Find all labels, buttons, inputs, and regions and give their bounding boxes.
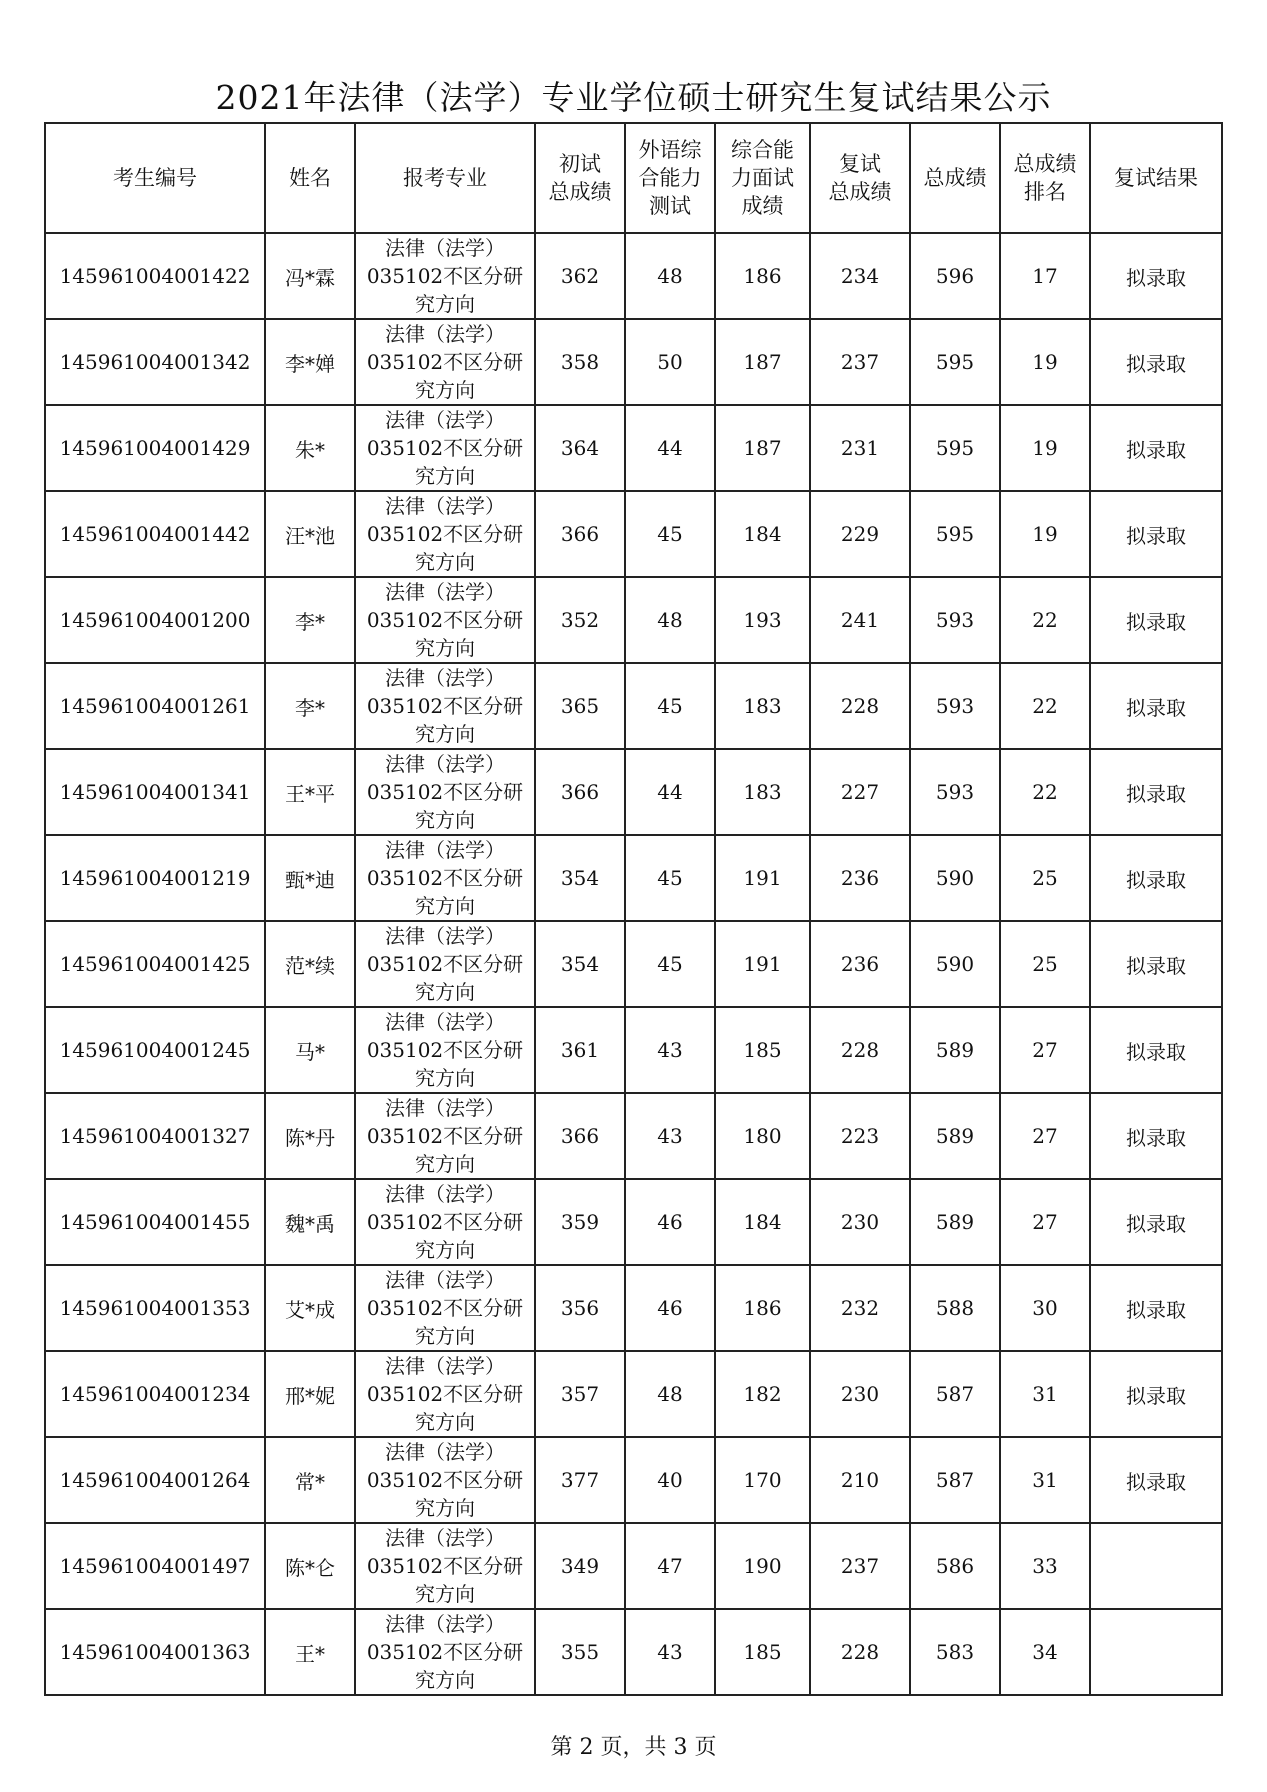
cell-major: 法律（法学） 035102不区分研 究方向	[355, 1351, 535, 1437]
cell-interview-score: 191	[715, 835, 810, 921]
cell-interview-score: 187	[715, 405, 810, 491]
cell-rank: 22	[1000, 749, 1090, 835]
result-table	[44, 122, 1223, 1696]
cell-retest-result: 拟录取	[1090, 749, 1222, 835]
header-retest-score: 复试 总成绩	[810, 123, 910, 233]
cell-candidate-id: 145961004001455	[45, 1179, 265, 1265]
cell-name: 常*	[265, 1437, 355, 1523]
cell-interview-score: 183	[715, 749, 810, 835]
cell-total-score: 590	[910, 921, 1000, 1007]
cell-retest-score: 227	[810, 749, 910, 835]
cell-candidate-id: 145961004001425	[45, 921, 265, 1007]
cell-candidate-id: 145961004001342	[45, 319, 265, 405]
cell-rank: 22	[1000, 577, 1090, 663]
table-row	[45, 835, 1222, 921]
cell-total-score: 595	[910, 491, 1000, 577]
cell-prelim-score: 364	[535, 405, 625, 491]
cell-language-test: 45	[625, 491, 715, 577]
cell-language-test: 45	[625, 835, 715, 921]
cell-prelim-score: 366	[535, 491, 625, 577]
cell-interview-score: 191	[715, 921, 810, 1007]
cell-rank: 27	[1000, 1093, 1090, 1179]
cell-prelim-score: 359	[535, 1179, 625, 1265]
cell-major: 法律（法学） 035102不区分研 究方向	[355, 1523, 535, 1609]
header-candidate-id: 考生编号	[45, 123, 265, 233]
cell-rank: 25	[1000, 835, 1090, 921]
cell-interview-score: 182	[715, 1351, 810, 1437]
page-title: 2021年法律（法学）专业学位硕士研究生复试结果公示	[215, 78, 1052, 117]
cell-retest-score: 237	[810, 1523, 910, 1609]
cell-language-test: 46	[625, 1265, 715, 1351]
cell-retest-score: 236	[810, 921, 910, 1007]
cell-name: 陈*丹	[265, 1093, 355, 1179]
cell-prelim-score: 358	[535, 319, 625, 405]
cell-rank: 31	[1000, 1437, 1090, 1523]
cell-name: 李*	[265, 577, 355, 663]
cell-interview-score: 183	[715, 663, 810, 749]
cell-prelim-score: 354	[535, 835, 625, 921]
cell-language-test: 48	[625, 577, 715, 663]
cell-prelim-score: 352	[535, 577, 625, 663]
cell-prelim-score: 365	[535, 663, 625, 749]
cell-major: 法律（法学） 035102不区分研 究方向	[355, 233, 535, 319]
cell-candidate-id: 145961004001245	[45, 1007, 265, 1093]
cell-retest-score: 229	[810, 491, 910, 577]
cell-total-score: 587	[910, 1437, 1000, 1523]
table-row	[45, 319, 1222, 405]
cell-prelim-score: 356	[535, 1265, 625, 1351]
cell-rank: 30	[1000, 1265, 1090, 1351]
cell-retest-score: 228	[810, 1609, 910, 1695]
cell-name: 王*平	[265, 749, 355, 835]
cell-name: 汪*池	[265, 491, 355, 577]
cell-major: 法律（法学） 035102不区分研 究方向	[355, 749, 535, 835]
cell-prelim-score: 357	[535, 1351, 625, 1437]
cell-candidate-id: 145961004001261	[45, 663, 265, 749]
cell-candidate-id: 145961004001234	[45, 1351, 265, 1437]
cell-candidate-id: 145961004001219	[45, 835, 265, 921]
table-row	[45, 1609, 1222, 1695]
cell-retest-score: 228	[810, 663, 910, 749]
cell-prelim-score: 377	[535, 1437, 625, 1523]
cell-major: 法律（法学） 035102不区分研 究方向	[355, 663, 535, 749]
cell-interview-score: 184	[715, 1179, 810, 1265]
header-interview-score: 综合能 力面试 成绩	[715, 123, 810, 233]
table-row	[45, 1179, 1222, 1265]
cell-name: 冯*霖	[265, 233, 355, 319]
cell-prelim-score: 361	[535, 1007, 625, 1093]
cell-language-test: 44	[625, 405, 715, 491]
table-row	[45, 1007, 1222, 1093]
cell-retest-result	[1090, 1609, 1222, 1695]
cell-retest-result: 拟录取	[1090, 1437, 1222, 1523]
cell-rank: 27	[1000, 1179, 1090, 1265]
cell-major: 法律（法学） 035102不区分研 究方向	[355, 1093, 535, 1179]
cell-interview-score: 170	[715, 1437, 810, 1523]
cell-candidate-id: 145961004001429	[45, 405, 265, 491]
cell-candidate-id: 145961004001442	[45, 491, 265, 577]
cell-retest-result: 拟录取	[1090, 663, 1222, 749]
cell-language-test: 50	[625, 319, 715, 405]
cell-retest-result: 拟录取	[1090, 921, 1222, 1007]
cell-total-score: 595	[910, 405, 1000, 491]
cell-prelim-score: 355	[535, 1609, 625, 1695]
cell-retest-score: 228	[810, 1007, 910, 1093]
cell-major: 法律（法学） 035102不区分研 究方向	[355, 1007, 535, 1093]
cell-retest-result: 拟录取	[1090, 835, 1222, 921]
cell-retest-score: 237	[810, 319, 910, 405]
cell-name: 朱*	[265, 405, 355, 491]
cell-total-score: 589	[910, 1093, 1000, 1179]
cell-retest-result: 拟录取	[1090, 405, 1222, 491]
cell-retest-result: 拟录取	[1090, 233, 1222, 319]
cell-retest-score: 223	[810, 1093, 910, 1179]
cell-language-test: 44	[625, 749, 715, 835]
table-row	[45, 1437, 1222, 1523]
table-row	[45, 663, 1222, 749]
cell-retest-score: 231	[810, 405, 910, 491]
cell-total-score: 593	[910, 577, 1000, 663]
cell-prelim-score: 349	[535, 1523, 625, 1609]
table-row	[45, 1351, 1222, 1437]
cell-retest-result: 拟录取	[1090, 1007, 1222, 1093]
cell-name: 王*	[265, 1609, 355, 1695]
cell-rank: 22	[1000, 663, 1090, 749]
cell-rank: 27	[1000, 1007, 1090, 1093]
cell-retest-result: 拟录取	[1090, 577, 1222, 663]
cell-language-test: 48	[625, 1351, 715, 1437]
cell-interview-score: 187	[715, 319, 810, 405]
cell-language-test: 43	[625, 1007, 715, 1093]
page-footer: 第 2 页，共 3 页	[550, 1735, 717, 1760]
cell-language-test: 45	[625, 921, 715, 1007]
cell-candidate-id: 145961004001264	[45, 1437, 265, 1523]
cell-major: 法律（法学） 035102不区分研 究方向	[355, 1437, 535, 1523]
cell-candidate-id: 145961004001422	[45, 233, 265, 319]
cell-language-test: 46	[625, 1179, 715, 1265]
header-language-test: 外语综 合能力 测试	[625, 123, 715, 233]
cell-retest-score: 234	[810, 233, 910, 319]
cell-total-score: 596	[910, 233, 1000, 319]
cell-retest-result: 拟录取	[1090, 491, 1222, 577]
cell-language-test: 43	[625, 1609, 715, 1695]
cell-retest-result	[1090, 1523, 1222, 1609]
cell-interview-score: 190	[715, 1523, 810, 1609]
cell-language-test: 47	[625, 1523, 715, 1609]
cell-candidate-id: 145961004001327	[45, 1093, 265, 1179]
cell-rank: 25	[1000, 921, 1090, 1007]
cell-total-score: 588	[910, 1265, 1000, 1351]
cell-prelim-score: 366	[535, 1093, 625, 1179]
cell-rank: 19	[1000, 319, 1090, 405]
cell-candidate-id: 145961004001200	[45, 577, 265, 663]
cell-total-score: 593	[910, 663, 1000, 749]
cell-interview-score: 180	[715, 1093, 810, 1179]
cell-rank: 31	[1000, 1351, 1090, 1437]
cell-name: 陈*仑	[265, 1523, 355, 1609]
cell-total-score: 589	[910, 1007, 1000, 1093]
header-prelim-score: 初试 总成绩	[535, 123, 625, 233]
cell-major: 法律（法学） 035102不区分研 究方向	[355, 835, 535, 921]
cell-retest-score: 210	[810, 1437, 910, 1523]
cell-major: 法律（法学） 035102不区分研 究方向	[355, 319, 535, 405]
cell-total-score: 590	[910, 835, 1000, 921]
cell-language-test: 45	[625, 663, 715, 749]
cell-rank: 19	[1000, 491, 1090, 577]
cell-retest-score: 230	[810, 1179, 910, 1265]
cell-retest-result: 拟录取	[1090, 1265, 1222, 1351]
cell-retest-result: 拟录取	[1090, 1179, 1222, 1265]
cell-retest-result: 拟录取	[1090, 319, 1222, 405]
cell-total-score: 593	[910, 749, 1000, 835]
cell-rank: 33	[1000, 1523, 1090, 1609]
cell-candidate-id: 145961004001363	[45, 1609, 265, 1695]
cell-total-score: 586	[910, 1523, 1000, 1609]
cell-name: 李*	[265, 663, 355, 749]
cell-total-score: 587	[910, 1351, 1000, 1437]
cell-prelim-score: 366	[535, 749, 625, 835]
cell-language-test: 43	[625, 1093, 715, 1179]
cell-retest-result: 拟录取	[1090, 1351, 1222, 1437]
cell-language-test: 40	[625, 1437, 715, 1523]
cell-total-score: 589	[910, 1179, 1000, 1265]
cell-retest-score: 241	[810, 577, 910, 663]
header-major: 报考专业	[355, 123, 535, 233]
cell-candidate-id: 145961004001353	[45, 1265, 265, 1351]
cell-major: 法律（法学） 035102不区分研 究方向	[355, 921, 535, 1007]
cell-interview-score: 185	[715, 1007, 810, 1093]
cell-name: 邢*妮	[265, 1351, 355, 1437]
cell-total-score: 583	[910, 1609, 1000, 1695]
cell-retest-score: 230	[810, 1351, 910, 1437]
cell-interview-score: 186	[715, 1265, 810, 1351]
header-name: 姓名	[265, 123, 355, 233]
table-row	[45, 1093, 1222, 1179]
table-row	[45, 1265, 1222, 1351]
table-row	[45, 405, 1222, 491]
cell-name: 甄*迪	[265, 835, 355, 921]
cell-name: 马*	[265, 1007, 355, 1093]
header-rank: 总成绩 排名	[1000, 123, 1090, 233]
cell-name: 艾*成	[265, 1265, 355, 1351]
cell-language-test: 48	[625, 233, 715, 319]
cell-prelim-score: 354	[535, 921, 625, 1007]
cell-interview-score: 193	[715, 577, 810, 663]
cell-prelim-score: 362	[535, 233, 625, 319]
cell-rank: 17	[1000, 233, 1090, 319]
cell-interview-score: 184	[715, 491, 810, 577]
table-body	[45, 233, 1222, 1695]
cell-name: 魏*禹	[265, 1179, 355, 1265]
header-row	[45, 123, 1222, 233]
cell-name: 李*婵	[265, 319, 355, 405]
cell-major: 法律（法学） 035102不区分研 究方向	[355, 577, 535, 663]
cell-major: 法律（法学） 035102不区分研 究方向	[355, 491, 535, 577]
cell-candidate-id: 145961004001341	[45, 749, 265, 835]
table-row	[45, 1523, 1222, 1609]
cell-retest-score: 236	[810, 835, 910, 921]
header-total-score: 总成绩	[910, 123, 1000, 233]
cell-retest-result: 拟录取	[1090, 1093, 1222, 1179]
cell-retest-score: 232	[810, 1265, 910, 1351]
table-row	[45, 749, 1222, 835]
header-retest-result: 复试结果	[1090, 123, 1222, 233]
table-row	[45, 577, 1222, 663]
table-row	[45, 491, 1222, 577]
cell-total-score: 595	[910, 319, 1000, 405]
cell-major: 法律（法学） 035102不区分研 究方向	[355, 1179, 535, 1265]
cell-candidate-id: 145961004001497	[45, 1523, 265, 1609]
cell-name: 范*续	[265, 921, 355, 1007]
cell-rank: 34	[1000, 1609, 1090, 1695]
cell-major: 法律（法学） 035102不区分研 究方向	[355, 1265, 535, 1351]
cell-interview-score: 186	[715, 233, 810, 319]
table-row	[45, 233, 1222, 319]
table-row	[45, 921, 1222, 1007]
cell-rank: 19	[1000, 405, 1090, 491]
cell-major: 法律（法学） 035102不区分研 究方向	[355, 1609, 535, 1695]
cell-interview-score: 185	[715, 1609, 810, 1695]
cell-major: 法律（法学） 035102不区分研 究方向	[355, 405, 535, 491]
